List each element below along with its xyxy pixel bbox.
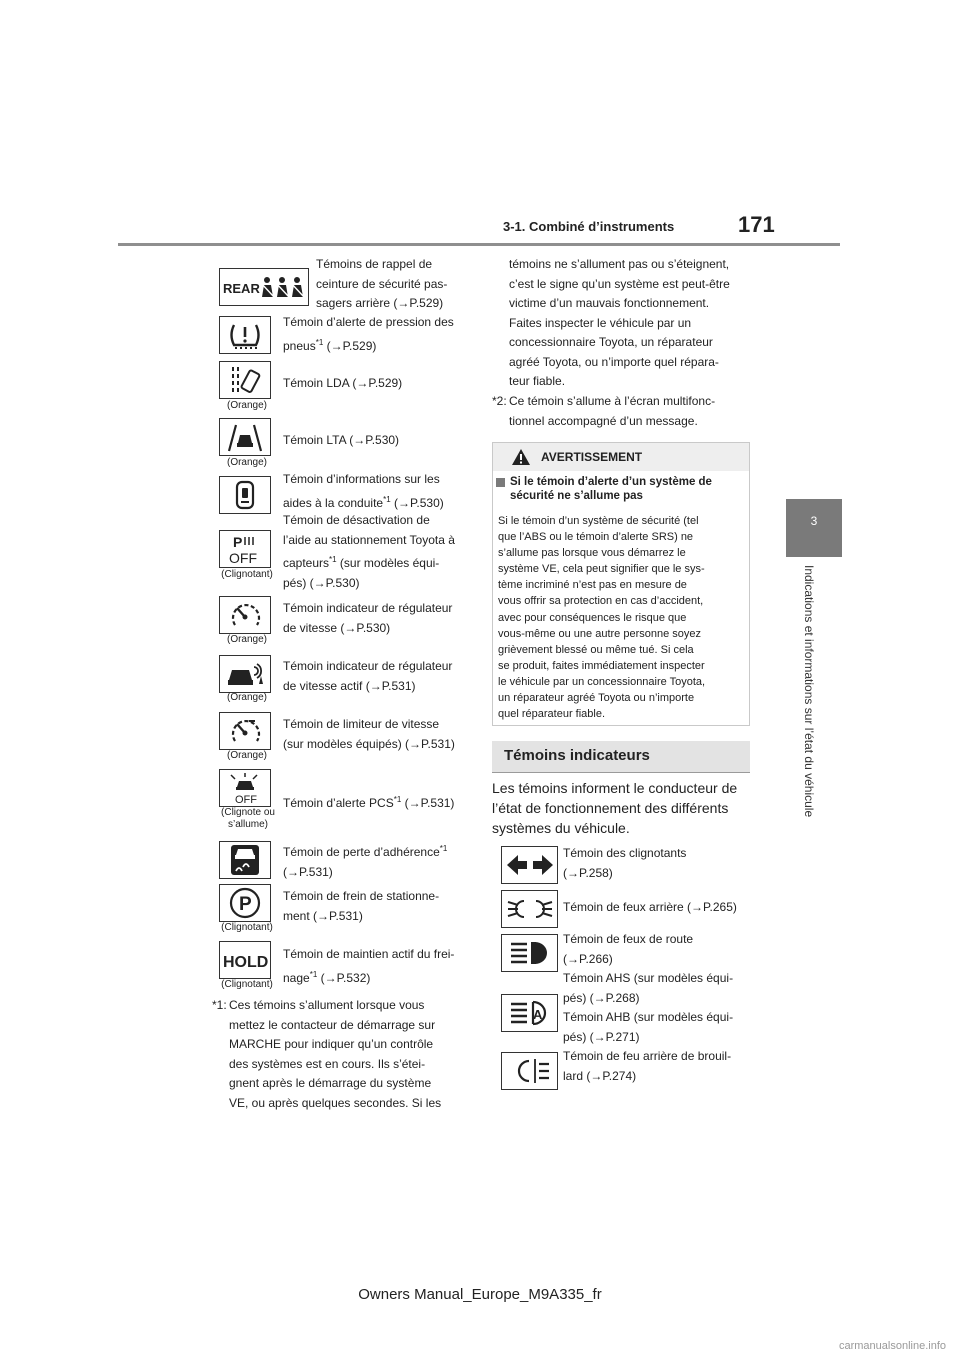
note2-text: Ce témoin s’allume à l’écran multifonc- tionnel accompagné d’un message.	[509, 394, 716, 428]
warning-triangle-icon	[511, 448, 531, 466]
turn-signal-icon	[501, 846, 558, 884]
brake-hold-icon	[219, 941, 271, 979]
bullet-square	[496, 478, 505, 487]
off-label: OFF	[229, 550, 257, 566]
rear-seatbelt-reminder-icon	[219, 268, 309, 306]
chapter-tab	[786, 499, 842, 557]
parking-assist-off-icon	[219, 530, 271, 568]
speed-limiter-icon	[219, 712, 271, 750]
left-item-desc: Témoin de perte d’adhérence$^{*1}$ (→P.531)	[283, 844, 448, 879]
icon-caption: (Clignote ou s’allume)	[221, 807, 275, 830]
icon-caption: (Orange)	[226, 692, 267, 703]
tire-pressure-warning-icon	[219, 316, 271, 354]
left-item-desc: Témoin d’alerte PCS$^{*1}$ (→P.531)	[283, 795, 455, 810]
note1-text: Ces témoins s’allument lorsque vous mettez le contacteur de démarrage sur MARCHE pour indiquer qu’un contrôle des systèmes est en cours. Ils s’étei- gnent après le démarrage du système VE, ou après quelques secondes. Si les	[229, 998, 442, 1110]
warning-box	[492, 442, 750, 726]
icon-caption: (Orange)	[226, 634, 267, 645]
cruise-control-icon	[219, 596, 271, 634]
svg-text:A: A	[532, 1007, 542, 1022]
indicator-desc: Témoin de feu arrière de brouil- lard (→P.274)	[563, 1049, 732, 1083]
icon-caption: (Orange)	[226, 457, 267, 468]
hold-label: HOLD	[223, 954, 269, 971]
chapter-number: 3	[810, 514, 818, 528]
note1-marker: *1:	[212, 998, 227, 1012]
warning-body: Si le témoin d’un système de sécurité (tel que l’ABS ou le témoin d’alerte SRS) ne s’allume pas lorsque vous démarrez le système VE, cela peut signifier que le sys- tème incriminé n’est pas en mesure de vous offrir sa protection en cas d’accident, avec pour conséquences le risque que vous-même ou une autre personne soyez grièvement blessé ou même tué. Si cela se produit, faites immédiatement inspecter le véhicule par un concessionnaire Toyota, un réparateur agréé Toyota ou n’importe quel réparateur fiable.	[498, 515, 706, 721]
pcs-off-label: OFF	[235, 794, 257, 805]
indicator-desc: Témoin AHS (sur modèles équi- pés) (→P.268) Témoin AHB (sur modèles équi- pés) (→P.271)	[563, 971, 734, 1044]
pcs-off-icon	[219, 769, 271, 807]
indicators-intro: Les témoins informent le conducteur de l’état de fonctionnement des différents systèmes du véhicule.	[492, 780, 738, 836]
lda-icon	[219, 361, 271, 399]
icon-caption: (Orange)	[226, 400, 267, 411]
parking-brake-icon	[219, 884, 271, 922]
section-title: 3-1. Combiné d’instruments	[503, 219, 675, 234]
rear-label: REAR	[223, 281, 260, 296]
page-number: 171	[738, 212, 775, 237]
warning-subtitle: Si le témoin d’alerte d’un système de sécurité ne s’allume pas	[510, 476, 712, 502]
left-item-desc: Témoin indicateur de régulateur de vitesse (→P.530)	[283, 601, 453, 635]
parking-brake-p: P	[239, 894, 252, 915]
indicator-desc: Témoin des clignotants (→P.258)	[563, 846, 687, 880]
header-rule	[118, 243, 840, 246]
rear-fog-light-icon	[501, 1052, 558, 1090]
heading-rule	[492, 772, 750, 773]
indicator-desc: Témoin de feux de route (→P.266)	[563, 932, 694, 966]
left-item-desc: Témoins de rappel de ceinture de sécurité pas- sagers arrière (→P.529)	[316, 257, 448, 310]
icon-caption: (Orange)	[226, 750, 267, 761]
note1-continuation: témoins ne s’allument pas ou s’éteignent, c’est le signe qu’un système est peut-être victime d’un mauvais fonctionnement. Faites inspecter le véhicule par un concessionnaire Toyota, un réparateur agréé Toyota, ou n’importe quel répara- teur fiable.	[509, 257, 730, 388]
indicators-heading	[492, 741, 750, 772]
warning-title: AVERTISSEMENT	[541, 450, 643, 464]
left-item-desc: Témoin LDA (→P.529)	[283, 376, 403, 390]
note2-marker: *2:	[492, 394, 507, 408]
icon-caption: (Clignotant)	[221, 922, 273, 933]
left-item-desc: Témoin d’informations sur les aides à la conduite$^{*1}$ (→P.530)	[283, 472, 444, 510]
radar-cruise-icon	[219, 655, 271, 693]
svg-text:P: P	[233, 534, 243, 550]
tail-light-icon	[501, 890, 558, 928]
icon-caption: (Clignotant)	[221, 569, 273, 580]
left-item-desc: Témoin de limiteur de vitesse (sur modèles équipés) (→P.531)	[283, 717, 455, 751]
warning-header	[493, 443, 749, 471]
left-item-desc: Témoin de désactivation de l’aide au stationnement Toyota à capteurs$^{*1}$ (sur modèles équi- pés) (→P.530)	[283, 513, 455, 590]
high-beam-icon	[501, 934, 558, 972]
indicator-desc: Témoin de feux arrière (→P.265)	[563, 900, 737, 914]
slip-indicator-icon	[219, 841, 271, 879]
left-item-desc: Témoin LTA (→P.530)	[283, 433, 400, 447]
left-item-desc: Témoin de maintien actif du frei- nage$^{*1}$ (→P.532)	[283, 947, 455, 985]
left-item-desc: Témoin de frein de stationne- ment (→P.531)	[283, 889, 440, 923]
footer-manual-id: Owners Manual_Europe_M9A335_fr	[358, 1286, 602, 1303]
auto-high-beam-icon	[501, 994, 558, 1032]
watermark: carmanualsonline.info	[838, 1340, 946, 1352]
icon-caption: (Clignotant)	[221, 979, 273, 990]
left-item-desc: Témoin d’alerte de pression des pneus$^{*1}$ (→P.529)	[283, 315, 454, 353]
indicators-heading-text: Témoins indicateurs	[504, 747, 650, 764]
chapter-label: Indications et informations sur l’état du véhicule	[802, 565, 816, 818]
left-item-desc: Témoin indicateur de régulateur de vitesse actif (→P.531)	[283, 659, 453, 693]
lta-icon	[219, 418, 271, 456]
driving-assist-info-icon	[219, 476, 271, 514]
